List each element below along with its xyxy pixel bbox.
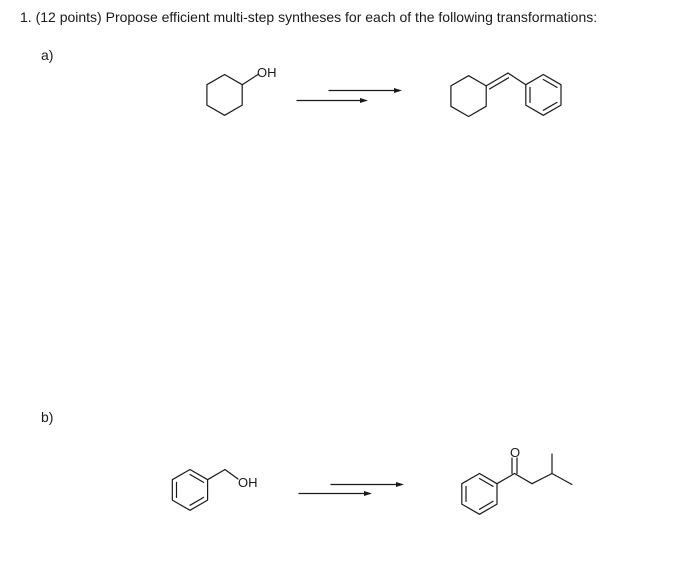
part-a-arrow-lower-head [360,98,368,103]
part-b-label: b) [41,409,54,425]
part-a-product-vinyl-to-ring-bond [508,73,526,85]
part-b-product-structure [462,445,572,514]
part-b-reactant-oh-label: OH [238,475,258,490]
part-b-product-carbonyl-to-ch2-bond [515,474,533,484]
part-b-product-ring-to-carbonyl-bond [497,474,515,484]
part-a-arrow-upper-head [394,88,402,93]
part-a-product-benzene-ring [526,75,561,116]
part-a-reactant-cyclohexane-ring [207,75,242,116]
part-a-product-double-bond-inner [490,78,509,89]
part-b-arrow-lower-head [364,491,372,496]
part-b-reactant-benzene-ring [172,470,207,511]
part-b-product-benzene-ring [462,474,497,515]
question-text: 1. (12 points) Propose efficient multi-step syntheses for each of the following transformations: [20,9,598,25]
part-b-reactant-ch2-bond-1 [208,470,225,480]
part-b-product-ch2-to-ch-bond [532,474,552,484]
part-b-arrow-upper-head [396,482,404,487]
part-b-reactant-ch2-bond-2 [225,470,238,480]
part-a-product-structure [451,73,561,117]
part-b-product-ch-to-methyl-right-bond [552,474,572,485]
part-b-reactant-structure [172,470,257,511]
part-b-reaction-arrow [299,482,404,496]
part-a-product-cyclohexane-ring [451,76,486,117]
part-a-label: a) [41,47,54,63]
part-b-product-oxygen-label: O [510,445,521,460]
part-a-reactant-structure [207,65,277,115]
part-a-reactant-oh-label: OH [257,65,277,80]
part-a-reaction-arrow [297,88,402,103]
part-a-reactant-ch2-bond [242,75,258,85]
